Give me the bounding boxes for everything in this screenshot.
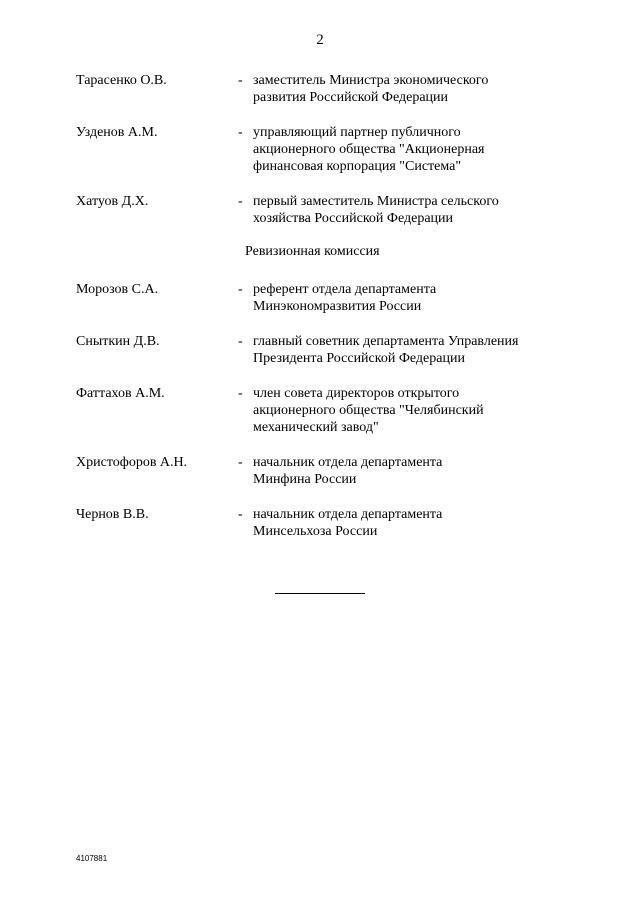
- position-description: [253, 281, 553, 315]
- position-description: [253, 454, 553, 488]
- description-line: заместитель Министра экономического: [253, 73, 489, 88]
- person-name: Узденов А.М.: [76, 125, 158, 140]
- description-line: член совета директоров открытого: [253, 386, 460, 401]
- dash-separator: -: [238, 386, 243, 401]
- description-line: референт отдела департамента: [253, 282, 437, 297]
- description-line: финансовая корпорация "Система": [253, 159, 462, 174]
- position-description: [253, 193, 553, 227]
- dash-separator: -: [238, 73, 243, 88]
- page-number: 2: [316, 32, 324, 48]
- description-line: управляющий партнер публичного: [253, 125, 461, 140]
- description-line: Минфина России: [253, 472, 357, 487]
- dash-separator: -: [238, 194, 243, 209]
- description-line: акционерного общества "Челябинский: [253, 403, 484, 418]
- person-name: Фаттахов А.М.: [76, 386, 165, 401]
- person-name: Сныткин Д.В.: [76, 334, 160, 349]
- dash-separator: -: [238, 334, 243, 349]
- dash-separator: -: [238, 125, 243, 140]
- description-line: Минсельхоза России: [253, 524, 378, 539]
- description-line: первый заместитель Министра сельского: [253, 194, 499, 209]
- position-description: [253, 72, 553, 106]
- divider: [275, 593, 365, 594]
- position-description: [253, 124, 553, 175]
- description-line: акционерного общества "Акционерная: [253, 142, 485, 157]
- position-description: [253, 506, 553, 540]
- description-line: начальник отдела департамента: [253, 455, 443, 470]
- description-line: начальник отдела департамента: [253, 507, 443, 522]
- position-description: [253, 385, 553, 436]
- document-code: 4107881: [76, 854, 108, 863]
- description-line: Президента Российской Федерации: [253, 351, 465, 366]
- dash-separator: -: [238, 455, 243, 470]
- dash-separator: -: [238, 507, 243, 522]
- description-line: главный советник департамента Управления: [253, 334, 519, 349]
- description-line: Минэкономразвития России: [253, 299, 422, 314]
- person-name: Христофоров А.Н.: [76, 455, 188, 470]
- description-line: хозяйства Российской Федерации: [253, 211, 454, 226]
- description-line: развития Российской Федерации: [253, 90, 449, 105]
- dash-separator: -: [238, 282, 243, 297]
- person-name: Чернов В.В.: [76, 507, 149, 522]
- person-name: Хатуов Д.Х.: [76, 194, 149, 209]
- person-name: Морозов С.А.: [76, 282, 159, 297]
- position-description: [253, 333, 553, 367]
- section-title: Ревизионная комиссия: [245, 244, 380, 259]
- description-line: механический завод": [253, 420, 379, 435]
- person-name: Тарасенко О.В.: [76, 73, 167, 88]
